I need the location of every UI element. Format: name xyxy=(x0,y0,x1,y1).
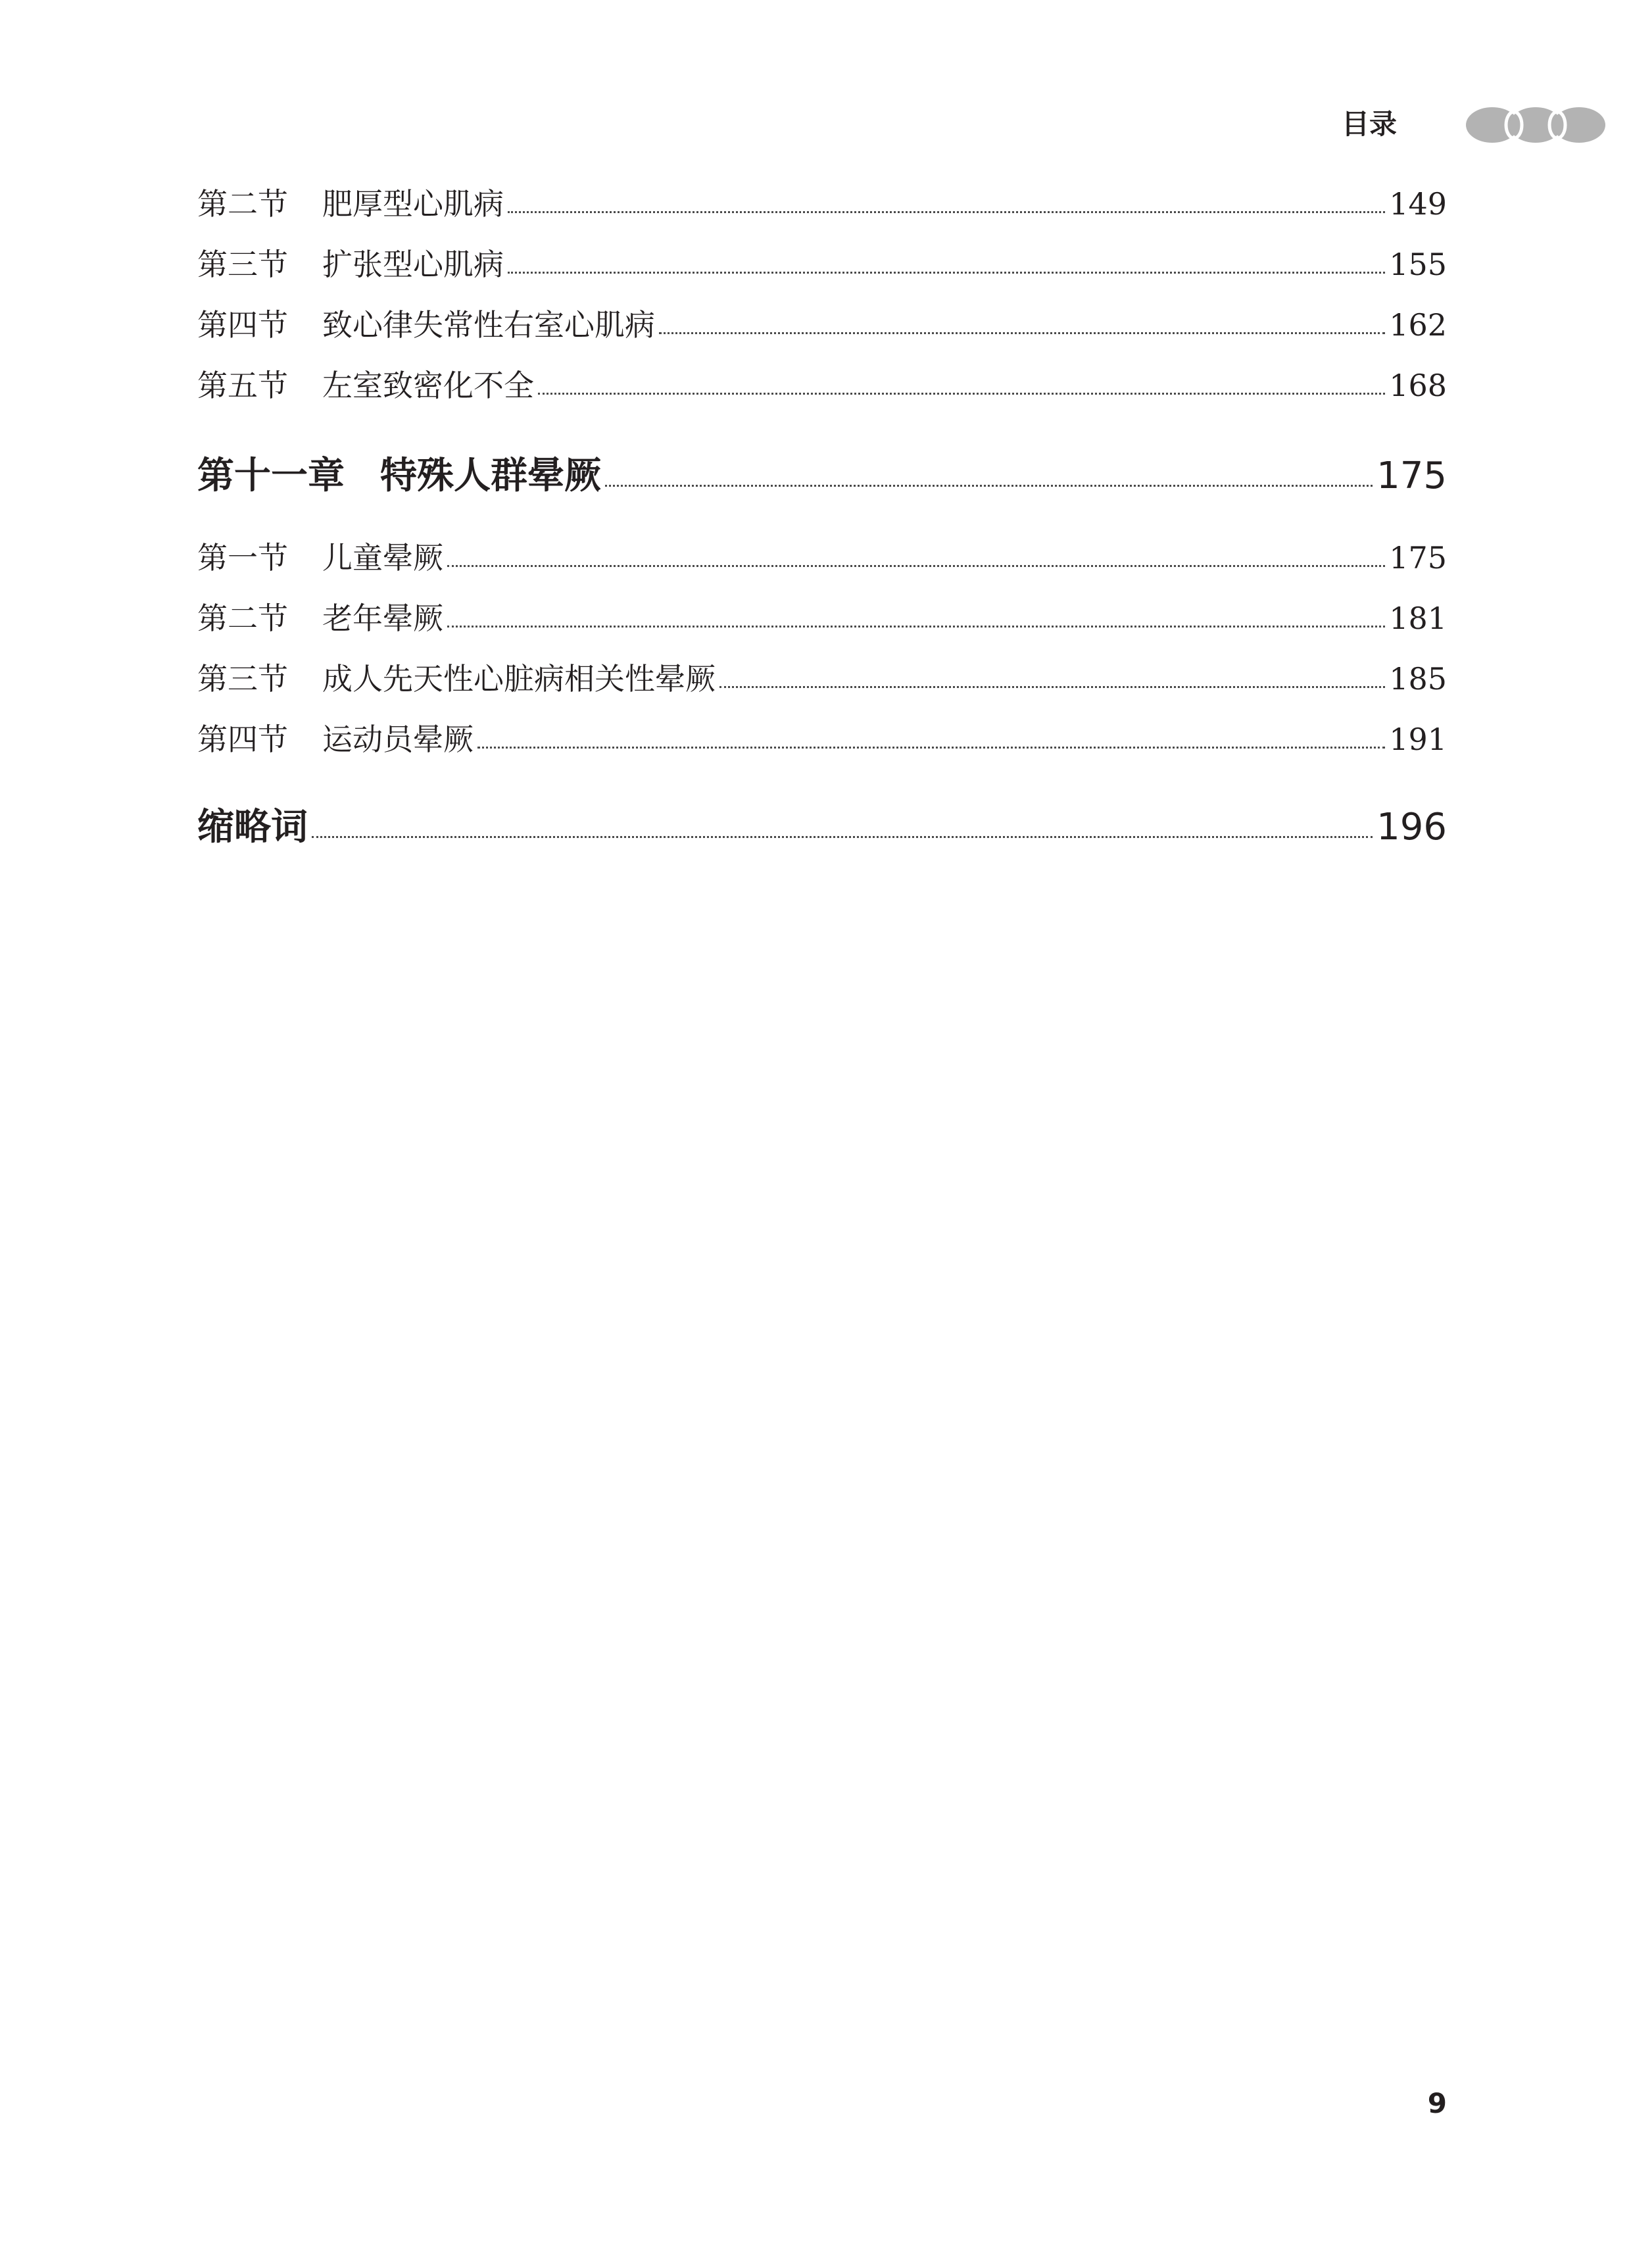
toc-chapter-entry[interactable] xyxy=(197,450,1447,503)
toc-entry[interactable] xyxy=(197,537,1447,579)
section-title: 成人先天性心脏病相关性晕厥 xyxy=(322,661,716,697)
section-title: 运动员晕厥 xyxy=(322,722,474,757)
section-title: 致心律失常性右室心肌病 xyxy=(322,307,655,343)
section-title: 老年晕厥 xyxy=(322,601,443,636)
page-number: 191 xyxy=(1389,722,1447,757)
section-number: 第一节 xyxy=(197,540,288,576)
section-number: 第四节 xyxy=(197,722,288,757)
section-number: 第二节 xyxy=(197,601,288,636)
page-number: 181 xyxy=(1389,601,1447,636)
toc-chapter-entry[interactable] xyxy=(197,801,1447,854)
page-number: 149 xyxy=(1389,186,1447,222)
page-number: 168 xyxy=(1389,368,1447,403)
page-number: 155 xyxy=(1389,247,1447,282)
page-number: 175 xyxy=(1376,455,1447,497)
toc-entry[interactable] xyxy=(197,183,1447,225)
toc-entry[interactable] xyxy=(197,658,1447,700)
dot-leader xyxy=(447,626,1385,628)
section-number: 第三节 xyxy=(197,247,288,282)
section-number: 第二节 xyxy=(197,186,288,222)
page-number: 196 xyxy=(1376,806,1447,849)
page-number: 185 xyxy=(1389,661,1447,697)
three-linked-rings-icon xyxy=(1463,105,1608,145)
chapter-title: 特殊人群晕厥 xyxy=(380,455,601,497)
toc-entry[interactable] xyxy=(197,597,1447,639)
section-title: 肥厚型心肌病 xyxy=(322,186,504,222)
dot-leader xyxy=(659,332,1385,334)
section-title: 左室致密化不全 xyxy=(322,368,534,403)
page-number: 175 xyxy=(1389,540,1447,576)
toc-entry[interactable] xyxy=(197,304,1447,346)
dot-leader xyxy=(605,485,1373,487)
toc-entry[interactable] xyxy=(197,364,1447,407)
section-title: 扩张型心肌病 xyxy=(322,247,504,282)
dot-leader xyxy=(447,565,1385,567)
dot-leader xyxy=(719,686,1385,688)
dot-leader xyxy=(508,272,1385,274)
chapter-number: 第十一章 xyxy=(197,455,345,497)
dot-leader xyxy=(312,836,1373,838)
folio-page-number: 9 xyxy=(1427,2087,1447,2119)
running-header-title: 目录 xyxy=(1342,108,1398,140)
dot-leader xyxy=(538,393,1385,395)
toc-entry[interactable] xyxy=(197,243,1447,285)
dot-leader xyxy=(508,211,1385,213)
section-title: 儿童晕厥 xyxy=(322,540,443,576)
section-number: 第三节 xyxy=(197,661,288,697)
running-header xyxy=(1342,102,1578,148)
section-number: 第五节 xyxy=(197,368,288,403)
section-number: 第四节 xyxy=(197,307,288,343)
chapter-title: 缩略词 xyxy=(197,806,308,849)
page-number: 162 xyxy=(1389,307,1447,343)
toc-entry[interactable] xyxy=(197,718,1447,760)
dot-leader xyxy=(477,747,1385,749)
